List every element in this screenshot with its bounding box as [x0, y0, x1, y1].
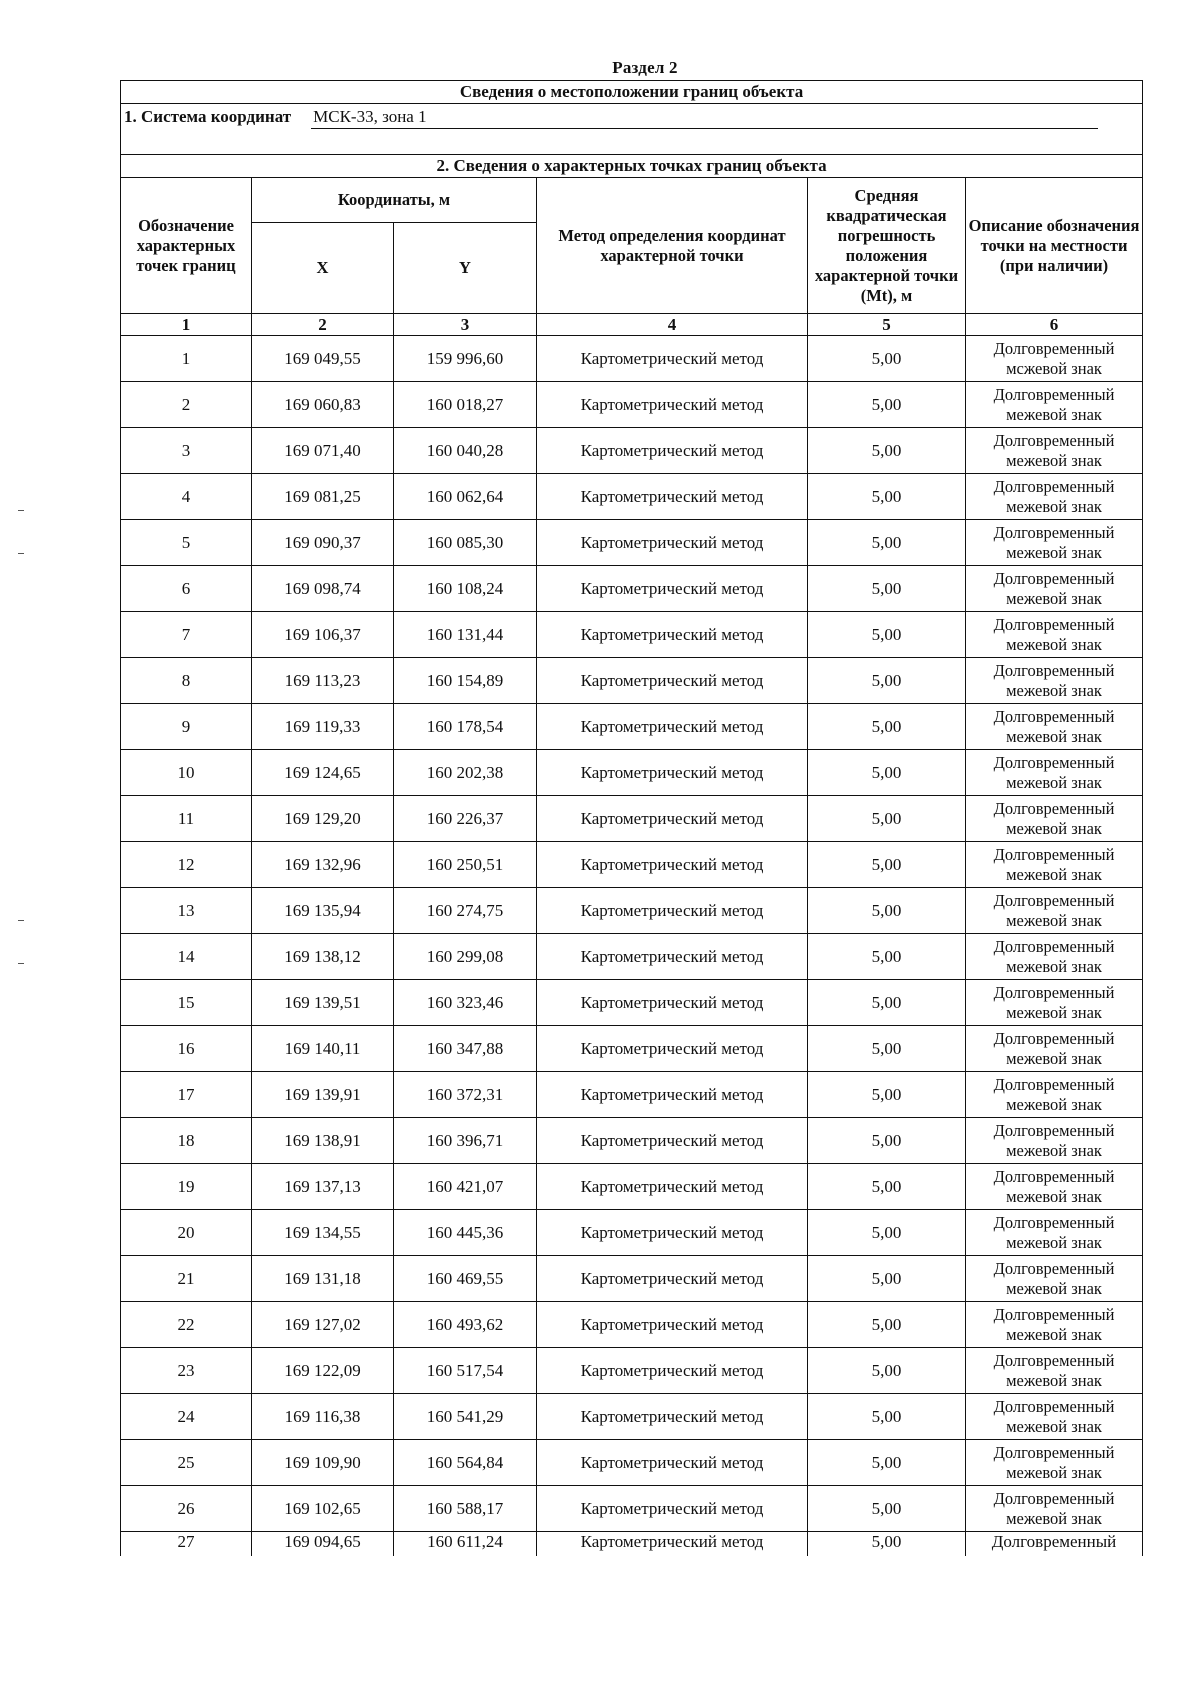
table-row [121, 566, 1143, 612]
cell-point-number: 6 [121, 566, 252, 612]
cell-point-number: 18 [121, 1118, 252, 1164]
cell-description: Долговременный межевой знак [966, 474, 1143, 520]
cell-x: 169 098,74 [252, 566, 394, 612]
cell-error: 5,00 [808, 1026, 966, 1072]
cell-y: 160 062,64 [394, 474, 537, 520]
cell-y: 160 085,30 [394, 520, 537, 566]
cell-x: 169 094,65 [252, 1532, 394, 1557]
cell-point-number: 22 [121, 1302, 252, 1348]
column-number: 3 [394, 314, 537, 336]
cell-point-number: 25 [121, 1440, 252, 1486]
table-row [121, 1486, 1143, 1532]
cell-method: Картометрический метод [537, 428, 808, 474]
cell-x: 169 081,25 [252, 474, 394, 520]
cell-description: Долговременный межевой знак [966, 888, 1143, 934]
cell-y: 160 493,62 [394, 1302, 537, 1348]
cell-method: Картометрический метод [537, 704, 808, 750]
table-row [121, 1532, 1143, 1557]
cell-y: 160 018,27 [394, 382, 537, 428]
cell-error: 5,00 [808, 658, 966, 704]
cell-x: 169 122,09 [252, 1348, 394, 1394]
cell-error: 5,00 [808, 750, 966, 796]
column-number: 5 [808, 314, 966, 336]
table-row [121, 842, 1143, 888]
cell-description: Долговременный межевой знак [966, 1440, 1143, 1486]
cell-error: 5,00 [808, 566, 966, 612]
cell-y: 160 564,84 [394, 1440, 537, 1486]
cell-point-number: 4 [121, 474, 252, 520]
cell-description: Долговременный межевой знак [966, 612, 1143, 658]
cell-y: 160 202,38 [394, 750, 537, 796]
cell-point-number: 16 [121, 1026, 252, 1072]
cell-description: Долговременный [966, 1532, 1143, 1557]
cell-x: 169 139,51 [252, 980, 394, 1026]
table-row [121, 612, 1143, 658]
cell-x: 169 102,65 [252, 1486, 394, 1532]
cell-y: 159 996,60 [394, 336, 537, 382]
cell-point-number: 23 [121, 1348, 252, 1394]
cell-error: 5,00 [808, 888, 966, 934]
table-row [121, 796, 1143, 842]
cell-method: Картометрический метод [537, 1302, 808, 1348]
cell-x: 169 138,12 [252, 934, 394, 980]
margin-mark [18, 510, 24, 511]
table-row [121, 1118, 1143, 1164]
cell-point-number: 15 [121, 980, 252, 1026]
cell-error: 5,00 [808, 1394, 966, 1440]
cell-point-number: 21 [121, 1256, 252, 1302]
table-row [121, 658, 1143, 704]
cell-method: Картометрический метод [537, 796, 808, 842]
cell-description: Долговременный межевой знак [966, 1302, 1143, 1348]
cell-method: Картометрический метод [537, 382, 808, 428]
cell-method: Картометрический метод [537, 1210, 808, 1256]
cell-x: 169 060,83 [252, 382, 394, 428]
cell-method: Картометрический метод [537, 1026, 808, 1072]
cell-point-number: 11 [121, 796, 252, 842]
cell-method: Картометрический метод [537, 1486, 808, 1532]
margin-mark [18, 553, 24, 554]
table-row [121, 1026, 1143, 1072]
cell-point-number: 7 [121, 612, 252, 658]
cell-error: 5,00 [808, 980, 966, 1026]
cell-method: Картометрический метод [537, 1072, 808, 1118]
cell-description: Долговременный межевой знак [966, 842, 1143, 888]
spacer [121, 130, 1143, 155]
cell-point-number: 14 [121, 934, 252, 980]
cell-x: 169 124,65 [252, 750, 394, 796]
cell-description: Долговременный межевой знак [966, 1256, 1143, 1302]
cell-error: 5,00 [808, 474, 966, 520]
cell-y: 160 517,54 [394, 1348, 537, 1394]
cell-x: 169 113,23 [252, 658, 394, 704]
cell-error: 5,00 [808, 1486, 966, 1532]
cell-error: 5,00 [808, 612, 966, 658]
cell-x: 169 106,37 [252, 612, 394, 658]
cell-y: 160 396,71 [394, 1118, 537, 1164]
cell-error: 5,00 [808, 1532, 966, 1557]
cell-x: 169 109,90 [252, 1440, 394, 1486]
table-row [121, 1256, 1143, 1302]
table-row [121, 520, 1143, 566]
cell-method: Картометрический метод [537, 1532, 808, 1557]
table-row [121, 934, 1143, 980]
cell-point-number: 26 [121, 1486, 252, 1532]
cell-point-number: 19 [121, 1164, 252, 1210]
cell-error: 5,00 [808, 1164, 966, 1210]
cell-x: 169 116,38 [252, 1394, 394, 1440]
table-row [121, 382, 1143, 428]
cell-point-number: 8 [121, 658, 252, 704]
cell-y: 160 131,44 [394, 612, 537, 658]
cell-description: Долговременный межевой знак [966, 704, 1143, 750]
cell-description: Долговременный межевой знак [966, 1486, 1143, 1532]
table-row [121, 750, 1143, 796]
cell-description: Долговременный межевой знак [966, 1394, 1143, 1440]
cell-point-number: 24 [121, 1394, 252, 1440]
cell-method: Картометрический метод [537, 474, 808, 520]
cell-y: 160 611,24 [394, 1532, 537, 1557]
coord-system-value: МСК-33, зона 1 [311, 106, 1098, 129]
cell-error: 5,00 [808, 382, 966, 428]
cell-point-number: 3 [121, 428, 252, 474]
table-row [121, 1164, 1143, 1210]
cell-method: Картометрический метод [537, 980, 808, 1026]
cell-description: Долговременный межевой знак [966, 1164, 1143, 1210]
cell-y: 160 250,51 [394, 842, 537, 888]
column-number: 1 [121, 314, 252, 336]
cell-y: 160 469,55 [394, 1256, 537, 1302]
cell-method: Картометрический метод [537, 1164, 808, 1210]
table-row [121, 980, 1143, 1026]
cell-description: Долговременный межевой знак [966, 382, 1143, 428]
cell-point-number: 13 [121, 888, 252, 934]
cell-y: 160 108,24 [394, 566, 537, 612]
cell-y: 160 178,54 [394, 704, 537, 750]
cell-y: 160 541,29 [394, 1394, 537, 1440]
cell-x: 169 138,91 [252, 1118, 394, 1164]
cell-y: 160 226,37 [394, 796, 537, 842]
cell-point-number: 5 [121, 520, 252, 566]
cell-method: Картометрический метод [537, 1118, 808, 1164]
cell-x: 169 090,37 [252, 520, 394, 566]
section-title: Раздел 2 [612, 58, 678, 77]
cell-method: Картометрический метод [537, 658, 808, 704]
table-body [121, 336, 1143, 1532]
cell-x: 169 119,33 [252, 704, 394, 750]
cell-y: 160 299,08 [394, 934, 537, 980]
cell-x: 169 140,11 [252, 1026, 394, 1072]
table-row [121, 336, 1143, 382]
cell-description: Долговременный межевой знак [966, 1118, 1143, 1164]
cell-x: 169 135,94 [252, 888, 394, 934]
coord-system-label: 1. Система координат [124, 106, 292, 126]
cell-error: 5,00 [808, 1348, 966, 1394]
cell-x: 169 131,18 [252, 1256, 394, 1302]
column-numbers-row [121, 314, 1143, 336]
cell-x: 169 137,13 [252, 1164, 394, 1210]
table-row [121, 888, 1143, 934]
cell-description: Долговременный межевой знак [966, 1348, 1143, 1394]
column-number: 4 [537, 314, 808, 336]
cell-error: 5,00 [808, 1440, 966, 1486]
coord-system-row [121, 104, 1143, 131]
cell-description: Долговременный межевой знак [966, 750, 1143, 796]
cell-point-number: 10 [121, 750, 252, 796]
cell-x: 169 139,91 [252, 1072, 394, 1118]
cell-method: Картометрический метод [537, 1440, 808, 1486]
margin-mark [18, 963, 24, 964]
cell-error: 5,00 [808, 1256, 966, 1302]
cell-method: Картометрический метод [537, 1394, 808, 1440]
table-row [121, 1072, 1143, 1118]
cell-error: 5,00 [808, 336, 966, 382]
cell-x: 169 127,02 [252, 1302, 394, 1348]
column-number: 2 [252, 314, 394, 336]
header-y: Y [394, 223, 537, 314]
cell-description: Долговременный межевой знак [966, 980, 1143, 1026]
cell-error: 5,00 [808, 1302, 966, 1348]
cell-description: Долговременный межевой знак [966, 1026, 1143, 1072]
column-number: 6 [966, 314, 1143, 336]
table-row [121, 1440, 1143, 1486]
table-row [121, 1302, 1143, 1348]
cell-method: Картометрический метод [537, 1256, 808, 1302]
cell-method: Картометрический метод [537, 842, 808, 888]
cell-x: 169 071,40 [252, 428, 394, 474]
cell-x: 169 049,55 [252, 336, 394, 382]
cell-y: 160 154,89 [394, 658, 537, 704]
cell-method: Картометрический метод [537, 612, 808, 658]
header-method: Метод определения координат характерной точки [537, 178, 808, 314]
cell-description: Долговременный межевой знак [966, 566, 1143, 612]
header-coordinates: Координаты, м [252, 178, 537, 223]
cell-description: Долговременный межевой знак [966, 428, 1143, 474]
table-row [121, 1348, 1143, 1394]
cell-point-number: 2 [121, 382, 252, 428]
cell-y: 160 588,17 [394, 1486, 537, 1532]
table-row [121, 1210, 1143, 1256]
table-row [121, 428, 1143, 474]
table-title: Сведения о местоположении границ объекта [121, 81, 1143, 104]
cell-method: Картометрический метод [537, 750, 808, 796]
cell-error: 5,00 [808, 842, 966, 888]
cell-error: 5,00 [808, 704, 966, 750]
cell-description: Долговременный межевой знак [966, 1210, 1143, 1256]
cell-point-number: 17 [121, 1072, 252, 1118]
cell-method: Картометрический метод [537, 1348, 808, 1394]
cell-description: Долговременный межевой знак [966, 934, 1143, 980]
cell-description: Долговременный межевой знак [966, 796, 1143, 842]
cell-method: Картометрический метод [537, 520, 808, 566]
table-row [121, 474, 1143, 520]
cell-y: 160 445,36 [394, 1210, 537, 1256]
cell-point-number: 12 [121, 842, 252, 888]
cell-description: Долговременный межевой знак [966, 520, 1143, 566]
cell-method: Картометрический метод [537, 934, 808, 980]
cell-description: Долговременный межевой знак [966, 1072, 1143, 1118]
header-description: Описание обозначения точки на местности (при наличии) [966, 178, 1143, 314]
cell-x: 169 134,55 [252, 1210, 394, 1256]
cell-error: 5,00 [808, 796, 966, 842]
cell-error: 5,00 [808, 1210, 966, 1256]
cell-description: Долговременный мсжевой знак [966, 336, 1143, 382]
cell-error: 5,00 [808, 428, 966, 474]
cell-y: 160 347,88 [394, 1026, 537, 1072]
cell-y: 160 274,75 [394, 888, 537, 934]
cell-method: Картометрический метод [537, 336, 808, 382]
cell-point-number: 27 [121, 1532, 252, 1557]
cell-method: Картометрический метод [537, 566, 808, 612]
table-row [121, 704, 1143, 750]
cell-y: 160 323,46 [394, 980, 537, 1026]
cell-error: 5,00 [808, 934, 966, 980]
cell-error: 5,00 [808, 1118, 966, 1164]
cell-y: 160 040,28 [394, 428, 537, 474]
cell-x: 169 132,96 [252, 842, 394, 888]
header-designation: Обозначение характерных точек границ [121, 178, 252, 314]
boundary-table [120, 80, 1143, 1556]
cell-point-number: 20 [121, 1210, 252, 1256]
margin-mark [18, 920, 24, 921]
cell-point-number: 1 [121, 336, 252, 382]
cell-y: 160 372,31 [394, 1072, 537, 1118]
cell-method: Картометрический метод [537, 888, 808, 934]
cell-x: 169 129,20 [252, 796, 394, 842]
cell-error: 5,00 [808, 520, 966, 566]
cell-description: Долговременный межевой знак [966, 658, 1143, 704]
header-x: X [252, 223, 394, 314]
cell-error: 5,00 [808, 1072, 966, 1118]
points-title: 2. Сведения о характерных точках границ объекта [121, 155, 1143, 178]
cell-point-number: 9 [121, 704, 252, 750]
table-row [121, 1394, 1143, 1440]
cell-y: 160 421,07 [394, 1164, 537, 1210]
header-error: Средняя квадратическая погрешность положения характерной точки (Mt), м [808, 178, 966, 314]
